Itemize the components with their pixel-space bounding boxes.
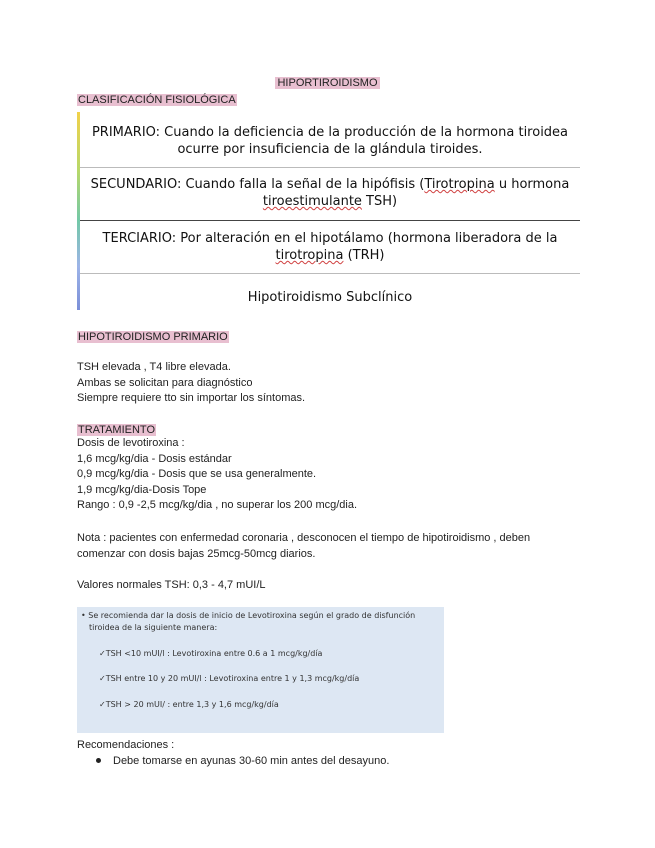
- dosing-item: ✓TSH <10 mUI/l : Levotiroxina entre 0.6 a 1 mcg/kg/día: [99, 649, 323, 658]
- bullet-icon: [96, 758, 101, 763]
- normal-values: Valores normales TSH: 0,3 - 4,7 mUI/L: [77, 579, 266, 591]
- section-heading-classification: CLASIFICACIÓN FISIOLÓGICA: [78, 94, 236, 106]
- recommendations-heading: Recomendaciones :: [77, 739, 175, 751]
- dosing-item: ✓TSH > 20 mUI/ : entre 1,3 y 1,6 mcg/kg/día: [99, 700, 279, 709]
- classification-tertiary: TERCIARIO: Por alteración en el hipotálamo (hormona liberadora de la tirotropina (TRH): [102, 231, 558, 263]
- text-line: TSH elevada , T4 libre elevada.: [77, 361, 231, 373]
- text-line: Rango : 0,9 -2,5 mcg/kg/dia , no superar los 200 mcg/dia.: [77, 499, 358, 511]
- classification-primary: PRIMARIO: Cuando la deficiencia de la producción de la hormona tiroidea ocurre por insuficiencia de la glándula tiroides.: [91, 125, 569, 157]
- dosing-intro-line: • Se recomienda dar la dosis de inicio de Levotiroxina según el grado de disfunción: [81, 611, 416, 620]
- levothyroxine-dosing-figure: [77, 607, 444, 733]
- dosing-intro-line: tiroidea de la siguiente manera:: [89, 623, 218, 632]
- document-title: HIPORTIROIDISMO: [277, 77, 378, 89]
- text-line: Dosis de levotiroxina :: [77, 437, 185, 449]
- text-line: comenzar con dosis bajas 25mcg-50mcg diarios.: [77, 547, 316, 560]
- text-line: 1,6 mcg/kg/dia - Dosis estándar: [77, 452, 232, 465]
- divider: [80, 220, 580, 221]
- classification-secondary: SECUNDARIO: Cuando falla la señal de la hipófisis (Tirotropina u hormona tiroestimulante TSH): [90, 177, 570, 209]
- list-item: Debe tomarse en ayunas 30-60 min antes del desayuno.: [96, 754, 389, 770]
- text-line: Ambas se solicitan para diagnóstico: [77, 376, 253, 389]
- divider: [80, 167, 580, 168]
- classification-subclinical: Hipotiroidismo Subclínico: [247, 290, 413, 305]
- dosing-item: ✓TSH entre 10 y 20 mUI/l : Levotiroxina entre 1 y 1,3 mcg/kg/día: [99, 674, 360, 683]
- section-heading-primary: HIPOTIROIDISMO PRIMARIO: [78, 331, 228, 343]
- divider: [80, 273, 580, 274]
- classification-figure: [77, 112, 580, 310]
- text-line: 0,9 mcg/kg/dia - Dosis que se usa generalmente.: [77, 468, 317, 480]
- text-line: Nota : pacientes con enfermedad coronaria , desconocen el tiempo de hipotiroidismo , deben: [77, 532, 531, 544]
- note-paragraph: [77, 531, 530, 562]
- section-heading-treatment: TRATAMIENTO: [78, 424, 155, 436]
- treatment-paragraph: [77, 436, 357, 514]
- text-line: 1,9 mcg/kg/dia-Dosis Tope: [77, 483, 207, 496]
- primary-paragraph: [77, 360, 305, 407]
- text-line: Siempre requiere tto sin importar los síntomas.: [77, 392, 306, 404]
